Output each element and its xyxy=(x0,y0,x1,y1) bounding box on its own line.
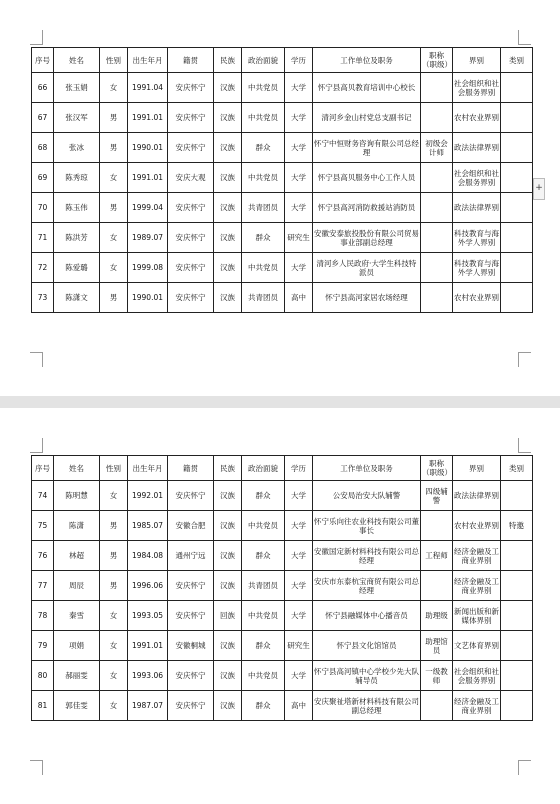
cell-gender: 男 xyxy=(100,283,128,313)
cell-birth: 1993.05 xyxy=(128,601,168,631)
cell-workplace: 安庆聚祉塔新材料科技有限公司副总经理 xyxy=(313,691,421,721)
cell-origin: 安庆怀宁 xyxy=(168,481,214,511)
cell-political: 群众 xyxy=(242,481,285,511)
table-row xyxy=(32,283,533,313)
cell-category xyxy=(501,481,533,511)
cell-ethnicity: 汉族 xyxy=(214,163,242,193)
cell-ethnicity: 汉族 xyxy=(214,223,242,253)
cell-origin: 安庆大观 xyxy=(168,163,214,193)
cell-workplace: 怀宁县文化馆馆员 xyxy=(313,631,421,661)
cell-name: 陈玉伟 xyxy=(54,193,100,223)
header-origin: 籍贯 xyxy=(168,456,214,481)
cell-origin: 安庆怀宁 xyxy=(168,571,214,601)
cell-political: 共青团员 xyxy=(242,571,285,601)
cell-category xyxy=(501,571,533,601)
header-seq: 序号 xyxy=(32,456,54,481)
cell-gender: 女 xyxy=(100,253,128,283)
cell-education: 大学 xyxy=(285,571,313,601)
cell-seq: 81 xyxy=(32,691,54,721)
cell-workplace: 怀宁中恒财务咨询有限公司总经理 xyxy=(313,133,421,163)
cell-gender: 男 xyxy=(100,133,128,163)
cell-origin: 安庆怀宁 xyxy=(168,283,214,313)
crop-mark xyxy=(518,760,531,775)
table-row xyxy=(32,223,533,253)
cell-birth: 1991.04 xyxy=(128,73,168,103)
cell-gender: 女 xyxy=(100,691,128,721)
cell-name: 项娟 xyxy=(54,631,100,661)
cell-political: 群众 xyxy=(242,631,285,661)
cell-sector: 经济金融及工商业界别 xyxy=(453,691,501,721)
page-gap xyxy=(0,396,560,408)
crop-mark xyxy=(518,438,531,453)
cell-origin: 安庆怀宁 xyxy=(168,193,214,223)
header-gender: 性别 xyxy=(100,48,128,73)
cell-sector: 社会组织和社会服务界别 xyxy=(453,661,501,691)
header-workplace: 工作单位及职务 xyxy=(313,456,421,481)
table-row xyxy=(32,571,533,601)
header-category: 类别 xyxy=(501,456,533,481)
cell-title: 一级教师 xyxy=(421,661,453,691)
cell-workplace: 怀宁县融媒体中心播音员 xyxy=(313,601,421,631)
header-sector: 界别 xyxy=(453,456,501,481)
cell-origin: 安庆怀宁 xyxy=(168,223,214,253)
header-sector: 界别 xyxy=(453,48,501,73)
header-birth: 出生年月 xyxy=(128,456,168,481)
cell-birth: 1990.01 xyxy=(128,283,168,313)
header-title: 职称（职级） xyxy=(421,456,453,481)
cell-gender: 男 xyxy=(100,193,128,223)
cell-birth: 1993.06 xyxy=(128,661,168,691)
table-row xyxy=(32,601,533,631)
roster-table xyxy=(31,47,533,313)
cell-origin: 通州宁远 xyxy=(168,541,214,571)
cell-ethnicity: 汉族 xyxy=(214,541,242,571)
cell-name: 陈爱璐 xyxy=(54,253,100,283)
cell-seq: 71 xyxy=(32,223,54,253)
cell-sector: 政法法律界别 xyxy=(453,193,501,223)
crop-mark xyxy=(30,438,43,453)
table-row xyxy=(32,511,533,541)
header-title: 职称（职级） xyxy=(421,48,453,73)
cell-ethnicity: 汉族 xyxy=(214,103,242,133)
cell-ethnicity: 汉族 xyxy=(214,691,242,721)
cell-origin: 安庆怀宁 xyxy=(168,601,214,631)
roster-table xyxy=(31,455,533,721)
header-ethnicity: 民族 xyxy=(214,48,242,73)
cell-education: 大学 xyxy=(285,73,313,103)
cell-birth: 1991.01 xyxy=(128,631,168,661)
cell-origin: 安庆怀宁 xyxy=(168,691,214,721)
cell-origin: 安庆怀宁 xyxy=(168,103,214,133)
header-birth: 出生年月 xyxy=(128,48,168,73)
cell-category xyxy=(501,73,533,103)
crop-mark xyxy=(518,30,531,45)
cell-birth: 1985.07 xyxy=(128,511,168,541)
page-2 xyxy=(0,408,560,804)
cell-sector: 农村农业界别 xyxy=(453,511,501,541)
table-row xyxy=(32,193,533,223)
cell-title xyxy=(421,283,453,313)
cell-seq: 78 xyxy=(32,601,54,631)
header-political: 政治面貌 xyxy=(242,456,285,481)
header-gender: 性别 xyxy=(100,456,128,481)
cell-name: 张汉军 xyxy=(54,103,100,133)
header-name: 姓名 xyxy=(54,48,100,73)
cell-gender: 女 xyxy=(100,73,128,103)
cell-name: 陈潇文 xyxy=(54,283,100,313)
table-row xyxy=(32,73,533,103)
cell-workplace: 安徽国定新材料科技有限公司总经理 xyxy=(313,541,421,571)
cell-title: 初级会计师 xyxy=(421,133,453,163)
cell-education: 高中 xyxy=(285,283,313,313)
cell-education: 大学 xyxy=(285,163,313,193)
cell-birth: 1990.01 xyxy=(128,133,168,163)
header-seq: 序号 xyxy=(32,48,54,73)
cell-title: 四级辅警 xyxy=(421,481,453,511)
cell-education: 大学 xyxy=(285,511,313,541)
cell-gender: 男 xyxy=(100,571,128,601)
cell-seq: 73 xyxy=(32,283,54,313)
cell-seq: 66 xyxy=(32,73,54,103)
header-political: 政治面貌 xyxy=(242,48,285,73)
cell-title xyxy=(421,73,453,103)
cell-sector: 科技教育与海外学人界别 xyxy=(453,253,501,283)
cell-sector: 经济金融及工商业界别 xyxy=(453,571,501,601)
cell-ethnicity: 汉族 xyxy=(214,73,242,103)
cell-seq: 72 xyxy=(32,253,54,283)
table-row xyxy=(32,661,533,691)
cell-title xyxy=(421,163,453,193)
cell-workplace: 公安局治安大队辅警 xyxy=(313,481,421,511)
cell-political: 群众 xyxy=(242,691,285,721)
cell-title xyxy=(421,253,453,283)
cell-origin: 安徽桐城 xyxy=(168,631,214,661)
cell-origin: 安庆怀宁 xyxy=(168,133,214,163)
cell-workplace: 怀宁县高河家居农场经理 xyxy=(313,283,421,313)
scroll-tab[interactable]: + xyxy=(533,178,545,200)
cell-education: 大学 xyxy=(285,541,313,571)
header-education: 学历 xyxy=(285,48,313,73)
cell-category xyxy=(501,163,533,193)
cell-ethnicity: 汉族 xyxy=(214,511,242,541)
cell-political: 中共党员 xyxy=(242,103,285,133)
cell-education: 大学 xyxy=(285,133,313,163)
cell-birth: 1991.01 xyxy=(128,163,168,193)
cell-title: 助理级 xyxy=(421,601,453,631)
cell-sector: 政法法律界别 xyxy=(453,481,501,511)
table-row xyxy=(32,481,533,511)
cell-education: 大学 xyxy=(285,601,313,631)
header-category: 类别 xyxy=(501,48,533,73)
cell-category xyxy=(501,223,533,253)
cell-name: 秦雪 xyxy=(54,601,100,631)
cell-seq: 77 xyxy=(32,571,54,601)
cell-political: 中共党员 xyxy=(242,73,285,103)
cell-ethnicity: 汉族 xyxy=(214,283,242,313)
page-1 xyxy=(0,0,560,396)
cell-education: 高中 xyxy=(285,691,313,721)
cell-title xyxy=(421,691,453,721)
cell-political: 群众 xyxy=(242,223,285,253)
cell-political: 中共党员 xyxy=(242,511,285,541)
cell-sector: 社会组织和社会服务界别 xyxy=(453,73,501,103)
cell-political: 中共党员 xyxy=(242,163,285,193)
cell-name: 张冰 xyxy=(54,133,100,163)
cell-workplace: 怀宁县高河消防救援站消防员 xyxy=(313,193,421,223)
cell-birth: 1984.08 xyxy=(128,541,168,571)
cell-gender: 男 xyxy=(100,541,128,571)
cell-name: 郝丽雯 xyxy=(54,661,100,691)
cell-origin: 安徽合肥 xyxy=(168,511,214,541)
cell-ethnicity: 汉族 xyxy=(214,253,242,283)
cell-category xyxy=(501,601,533,631)
cell-birth: 1996.06 xyxy=(128,571,168,601)
cell-name: 陈潇 xyxy=(54,511,100,541)
cell-education: 大学 xyxy=(285,103,313,133)
cell-category xyxy=(501,283,533,313)
header-name: 姓名 xyxy=(54,456,100,481)
table-row xyxy=(32,691,533,721)
cell-category xyxy=(501,691,533,721)
cell-ethnicity: 汉族 xyxy=(214,661,242,691)
cell-birth: 1989.07 xyxy=(128,223,168,253)
cell-gender: 女 xyxy=(100,661,128,691)
cell-origin: 安庆怀宁 xyxy=(168,253,214,283)
cell-gender: 女 xyxy=(100,631,128,661)
cell-origin: 安庆怀宁 xyxy=(168,661,214,691)
cell-category xyxy=(501,103,533,133)
cell-title xyxy=(421,571,453,601)
cell-sector: 科技教育与海外学人界别 xyxy=(453,223,501,253)
cell-seq: 69 xyxy=(32,163,54,193)
cell-political: 中共党员 xyxy=(242,253,285,283)
cell-workplace: 清河乡金山村党总支副书记 xyxy=(313,103,421,133)
cell-title: 工程师 xyxy=(421,541,453,571)
cell-birth: 1999.04 xyxy=(128,193,168,223)
cell-workplace: 怀宁县高贝服务中心工作人员 xyxy=(313,163,421,193)
cell-sector: 政法法律界别 xyxy=(453,133,501,163)
cell-category: 特邀 xyxy=(501,511,533,541)
cell-workplace: 怀宁乐向往农业科技有限公司董事长 xyxy=(313,511,421,541)
cell-category xyxy=(501,631,533,661)
table-row xyxy=(32,253,533,283)
cell-category xyxy=(501,253,533,283)
cell-category xyxy=(501,193,533,223)
cell-education: 大学 xyxy=(285,193,313,223)
cell-seq: 74 xyxy=(32,481,54,511)
cell-workplace: 安徽安泰旅投股份有限公司贸易事业部副总经理 xyxy=(313,223,421,253)
cell-ethnicity: 汉族 xyxy=(214,193,242,223)
cell-birth: 1992.01 xyxy=(128,481,168,511)
cell-gender: 女 xyxy=(100,163,128,193)
cell-seq: 80 xyxy=(32,661,54,691)
cell-political: 群众 xyxy=(242,133,285,163)
cell-sector: 农村农业界别 xyxy=(453,103,501,133)
cell-workplace: 清河乡人民政府·大学生科技特派员 xyxy=(313,253,421,283)
crop-mark xyxy=(518,352,531,367)
cell-seq: 67 xyxy=(32,103,54,133)
cell-education: 大学 xyxy=(285,481,313,511)
cell-category xyxy=(501,541,533,571)
cell-birth: 1987.07 xyxy=(128,691,168,721)
cell-category xyxy=(501,133,533,163)
cell-gender: 女 xyxy=(100,601,128,631)
cell-name: 张玉娟 xyxy=(54,73,100,103)
cell-workplace: 安庆市东泰杭宝商贸有限公司总经理 xyxy=(313,571,421,601)
cell-seq: 79 xyxy=(32,631,54,661)
cell-name: 陈洪芳 xyxy=(54,223,100,253)
cell-education: 研究生 xyxy=(285,223,313,253)
cell-ethnicity: 回族 xyxy=(214,601,242,631)
cell-seq: 68 xyxy=(32,133,54,163)
cell-gender: 女 xyxy=(100,481,128,511)
cell-sector: 文艺体育界别 xyxy=(453,631,501,661)
cell-sector: 经济金融及工商业界别 xyxy=(453,541,501,571)
cell-ethnicity: 汉族 xyxy=(214,133,242,163)
cell-seq: 70 xyxy=(32,193,54,223)
cell-name: 陈明慧 xyxy=(54,481,100,511)
crop-mark xyxy=(30,352,43,367)
cell-seq: 75 xyxy=(32,511,54,541)
cell-education: 大学 xyxy=(285,661,313,691)
header-workplace: 工作单位及职务 xyxy=(313,48,421,73)
header-ethnicity: 民族 xyxy=(214,456,242,481)
cell-title xyxy=(421,511,453,541)
cell-seq: 76 xyxy=(32,541,54,571)
cell-gender: 男 xyxy=(100,511,128,541)
cell-ethnicity: 汉族 xyxy=(214,571,242,601)
table-row xyxy=(32,541,533,571)
cell-birth: 1991.01 xyxy=(128,103,168,133)
cell-political: 中共党员 xyxy=(242,601,285,631)
table-row xyxy=(32,163,533,193)
cell-sector: 新闻出版和新媒体界别 xyxy=(453,601,501,631)
cell-name: 周辰 xyxy=(54,571,100,601)
cell-political: 共青团员 xyxy=(242,283,285,313)
cell-name: 郭佳雯 xyxy=(54,691,100,721)
cell-title: 助理馆员 xyxy=(421,631,453,661)
cell-workplace: 怀宁县高贝教育培训中心校长 xyxy=(313,73,421,103)
cell-gender: 女 xyxy=(100,223,128,253)
cell-political: 中共党员 xyxy=(242,661,285,691)
cell-title xyxy=(421,223,453,253)
header-education: 学历 xyxy=(285,456,313,481)
cell-education: 大学 xyxy=(285,253,313,283)
cell-workplace: 怀宁县高河镇中心学校少先大队辅导员 xyxy=(313,661,421,691)
crop-mark xyxy=(30,760,43,775)
table-row xyxy=(32,133,533,163)
cell-birth: 1999.08 xyxy=(128,253,168,283)
cell-sector: 社会组织和社会服务界别 xyxy=(453,163,501,193)
cell-name: 陈秀琼 xyxy=(54,163,100,193)
cell-education: 研究生 xyxy=(285,631,313,661)
cell-name: 林超 xyxy=(54,541,100,571)
table-row xyxy=(32,103,533,133)
cell-title xyxy=(421,103,453,133)
cell-ethnicity: 汉族 xyxy=(214,481,242,511)
cell-gender: 男 xyxy=(100,103,128,133)
cell-sector: 农村农业界别 xyxy=(453,283,501,313)
cell-political: 群众 xyxy=(242,541,285,571)
crop-mark xyxy=(30,30,43,45)
cell-origin: 安庆怀宁 xyxy=(168,73,214,103)
table-row xyxy=(32,631,533,661)
cell-title xyxy=(421,193,453,223)
header-origin: 籍贯 xyxy=(168,48,214,73)
cell-category xyxy=(501,661,533,691)
cell-ethnicity: 汉族 xyxy=(214,631,242,661)
cell-political: 共青团员 xyxy=(242,193,285,223)
